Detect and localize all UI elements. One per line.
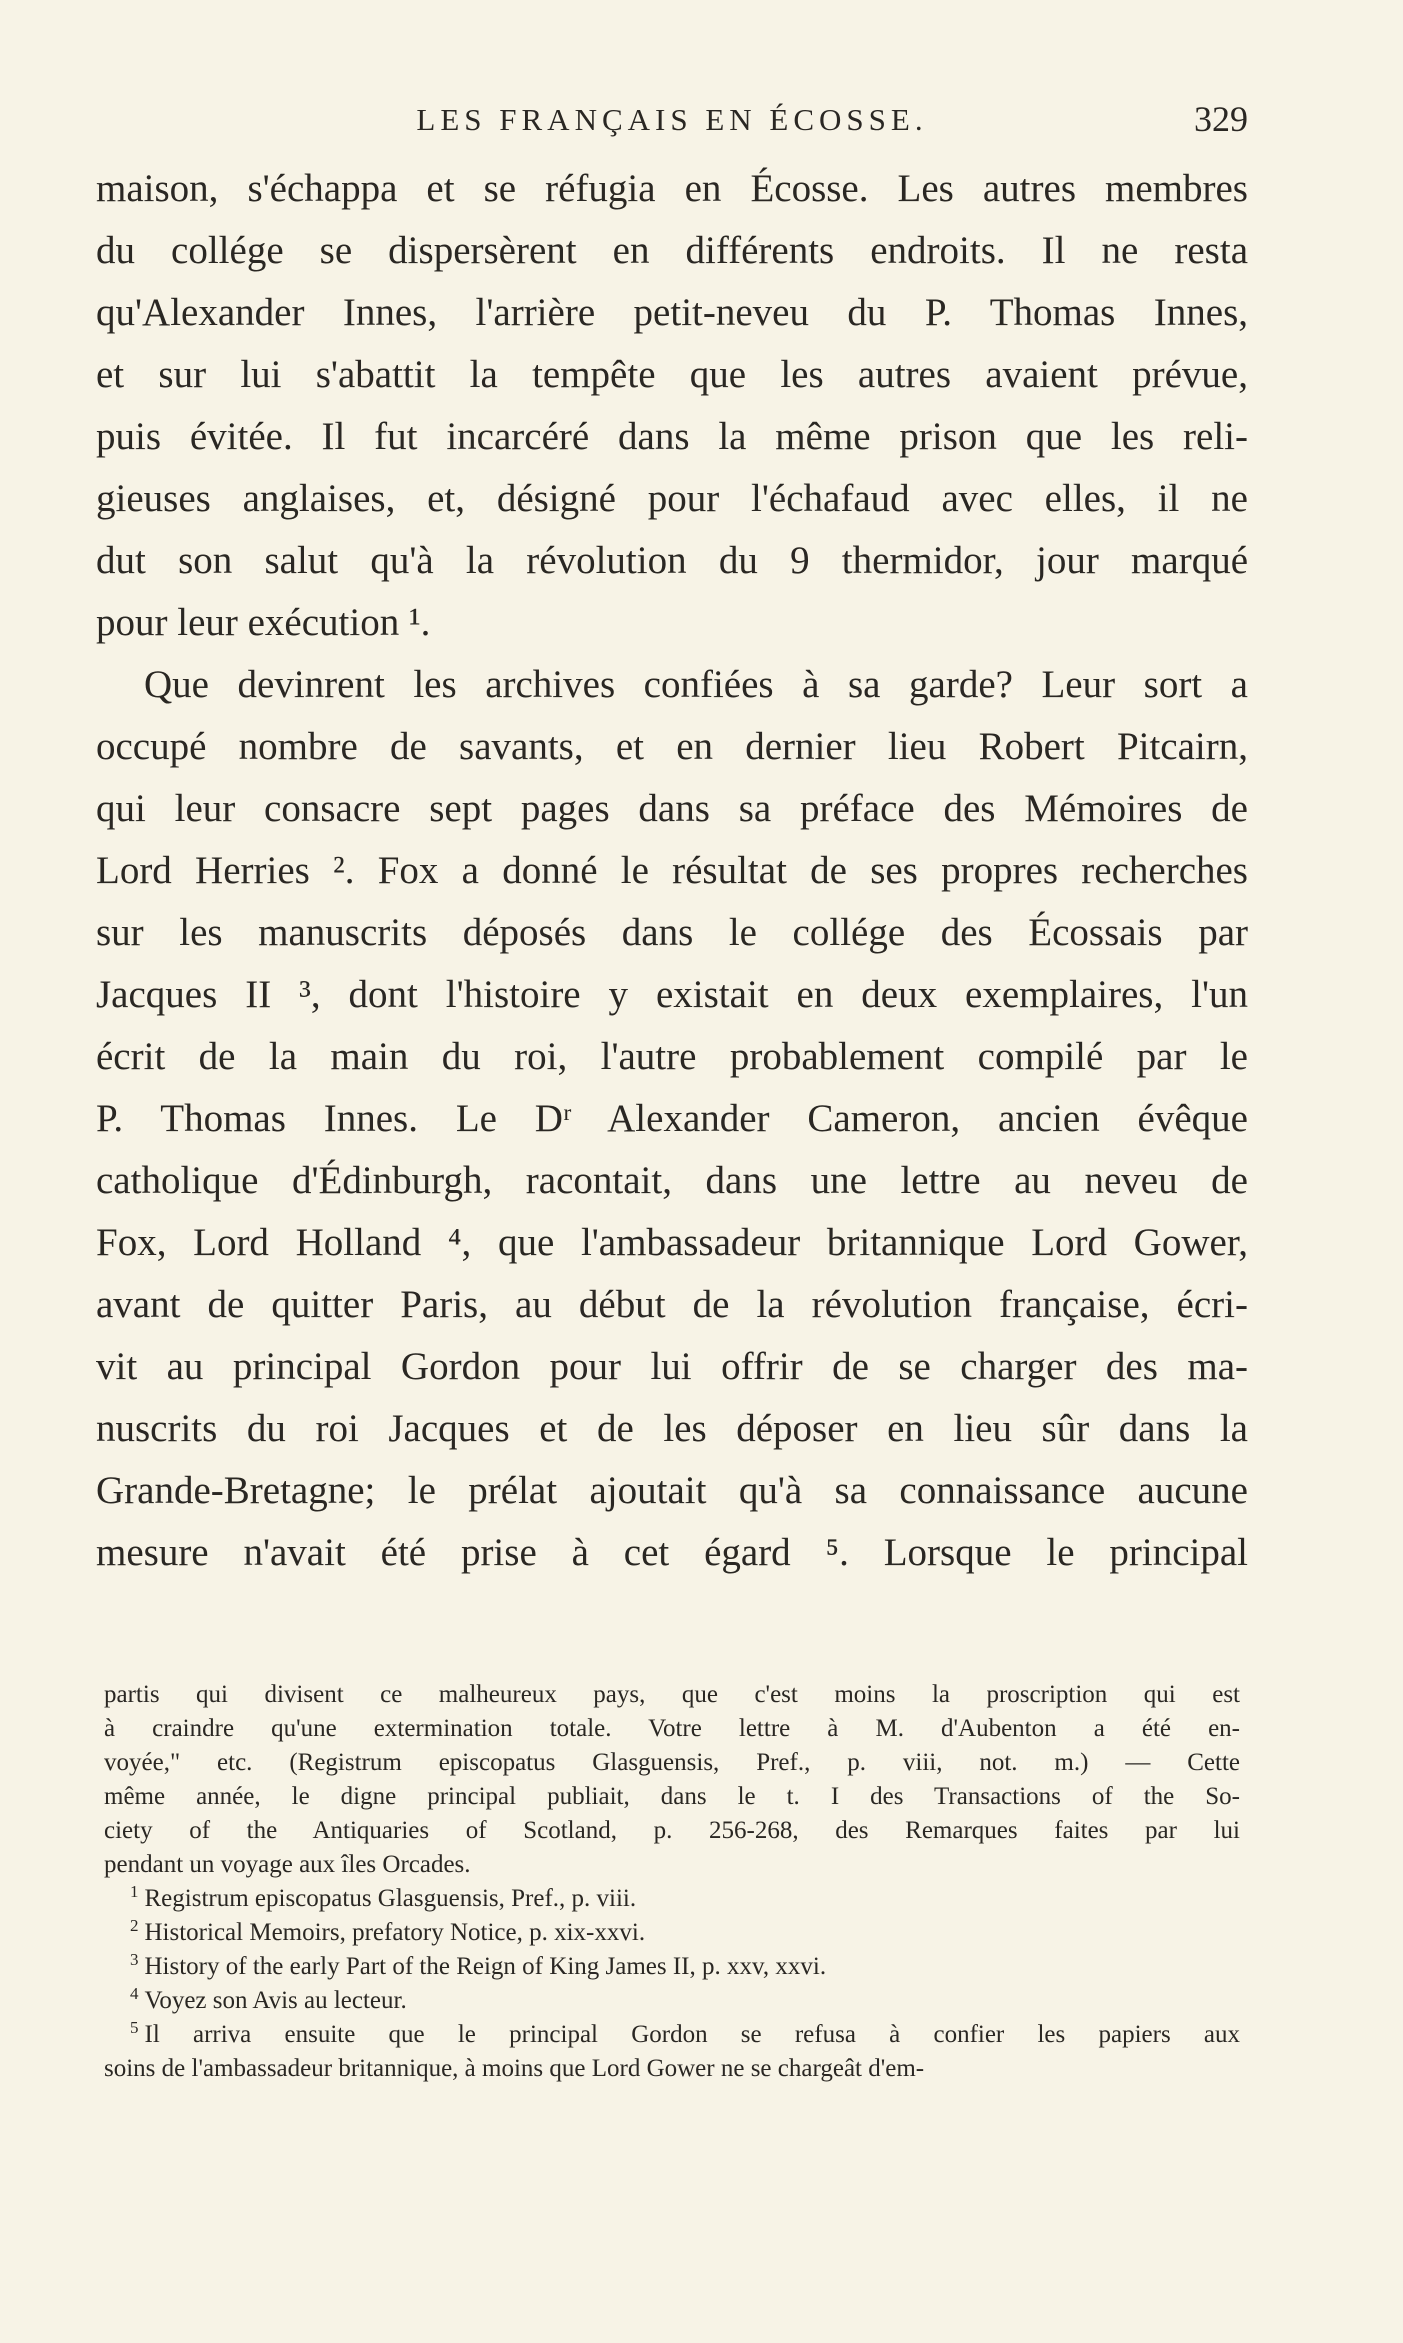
- text-line: vit au principal Gordon pour lui offrir de se charger des ma-: [96, 1345, 1248, 1388]
- text-line: Fox, Lord Holland ⁴, que l'ambassadeur britannique Lord Gower,: [96, 1221, 1248, 1264]
- text-line: Lord Herries ². Fox a donné le résultat de ses propres recherches: [96, 849, 1248, 892]
- text-line: catholique d'Édinburgh, racontait, dans une lettre au neveu de: [96, 1159, 1248, 1202]
- footnote-line: partis qui divisent ce malheureux pays, que c'est moins la proscription qui est: [104, 1681, 1240, 1708]
- footnote-number: 2: [130, 1916, 139, 1935]
- footnote-4: [104, 1984, 1240, 2018]
- text-line: sur les manuscrits déposés dans le collége des Écossais par: [96, 911, 1248, 954]
- footnote-text: Il arriva ensuite que le principal Gordon se refusa à confier les papiers aux: [144, 2021, 1240, 2048]
- footnote-text: Registrum episcopatus Glasguensis, Pref., p. viii.: [144, 1885, 637, 1912]
- footnote-number: 3: [130, 1950, 139, 1969]
- footnote-1: [104, 1882, 1240, 1916]
- text-line: avant de quitter Paris, au début de la révolution française, écri-: [96, 1283, 1248, 1326]
- footnote-line: voyée," etc. (Registrum episcopatus Glasguensis, Pref., p. viii, not. m.) — Cette: [104, 1749, 1240, 1776]
- text-line: Que devinrent les archives confiées à sa garde? Leur sort a: [144, 663, 1248, 706]
- footnote-number: 5: [130, 2018, 139, 2037]
- page-header: [96, 98, 1248, 148]
- footnote-line: pendant un voyage aux îles Orcades.: [104, 1851, 471, 1878]
- text-line: du collége se dispersèrent en différents endroits. Il ne resta: [96, 229, 1248, 272]
- text-line: Jacques II ³, dont l'histoire y existait en deux exemplaires, l'un: [96, 973, 1248, 1016]
- text-line: qu'Alexander Innes, l'arrière petit-neveu du P. Thomas Innes,: [96, 291, 1248, 334]
- text-line: occupé nombre de savants, et en dernier lieu Robert Pitcairn,: [96, 725, 1248, 768]
- page-number: 329: [1194, 99, 1248, 139]
- footnote-number: 4: [130, 1984, 139, 2003]
- footnote-2: [104, 1916, 1240, 1950]
- text-line: qui leur consacre sept pages dans sa préface des Mémoires de: [96, 787, 1248, 830]
- footnote-text: Voyez son Avis au lecteur.: [144, 1987, 407, 2014]
- footnotes: [104, 1678, 1240, 2086]
- footnote-text: Historical Memoirs, prefatory Notice, p. xix-xxvi.: [144, 1919, 646, 1946]
- text-line: écrit de la main du roi, l'autre probablement compilé par le: [96, 1035, 1248, 1078]
- text-line: P. Thomas Innes. Le Dʳ Alexander Cameron, ancien évêque: [96, 1097, 1248, 1140]
- text-line: puis évitée. Il fut incarcéré dans la même prison que les reli-: [96, 415, 1248, 458]
- text-line: pour leur exécution ¹.: [96, 601, 431, 644]
- footnote-text: History of the early Part of the Reign of King James II, p. xxv, xxvi.: [144, 1953, 827, 1980]
- footnote-3: [104, 1950, 1240, 1984]
- footnote-number: 1: [130, 1882, 139, 1901]
- footnote-line: à craindre qu'une extermination totale. Votre lettre à M. d'Aubenton a été en-: [104, 1715, 1240, 1742]
- footnote-5: [104, 2018, 1240, 2052]
- text-line: maison, s'échappa et se réfugia en Écosse. Les autres membres: [96, 167, 1248, 210]
- text-line: Grande-Bretagne; le prélat ajoutait qu'à sa connaissance aucune: [96, 1469, 1248, 1512]
- footnote-line: soins de l'ambassadeur britannique, à moins que Lord Gower ne se chargeât d'em-: [104, 2055, 925, 2082]
- text-line: nuscrits du roi Jacques et de les déposer en lieu sûr dans la: [96, 1407, 1248, 1450]
- running-title: LES FRANÇAIS EN ÉCOSSE.: [416, 102, 928, 137]
- text-line: gieuses anglaises, et, désigné pour l'échafaud avec elles, il ne: [96, 477, 1248, 520]
- text-line: mesure n'avait été prise à cet égard ⁵. Lorsque le principal: [96, 1531, 1248, 1574]
- text-line: et sur lui s'abattit la tempête que les autres avaient prévue,: [96, 353, 1248, 396]
- main-text: [96, 158, 1248, 1584]
- text-line: dut son salut qu'à la révolution du 9 thermidor, jour marqué: [96, 539, 1248, 582]
- footnote-line: ciety of the Antiquaries of Scotland, p. 256-268, des Remarques faites par lui: [104, 1817, 1240, 1844]
- footnote-line: même année, le digne principal publiait, dans le t. I des Transactions of the So-: [104, 1783, 1240, 1810]
